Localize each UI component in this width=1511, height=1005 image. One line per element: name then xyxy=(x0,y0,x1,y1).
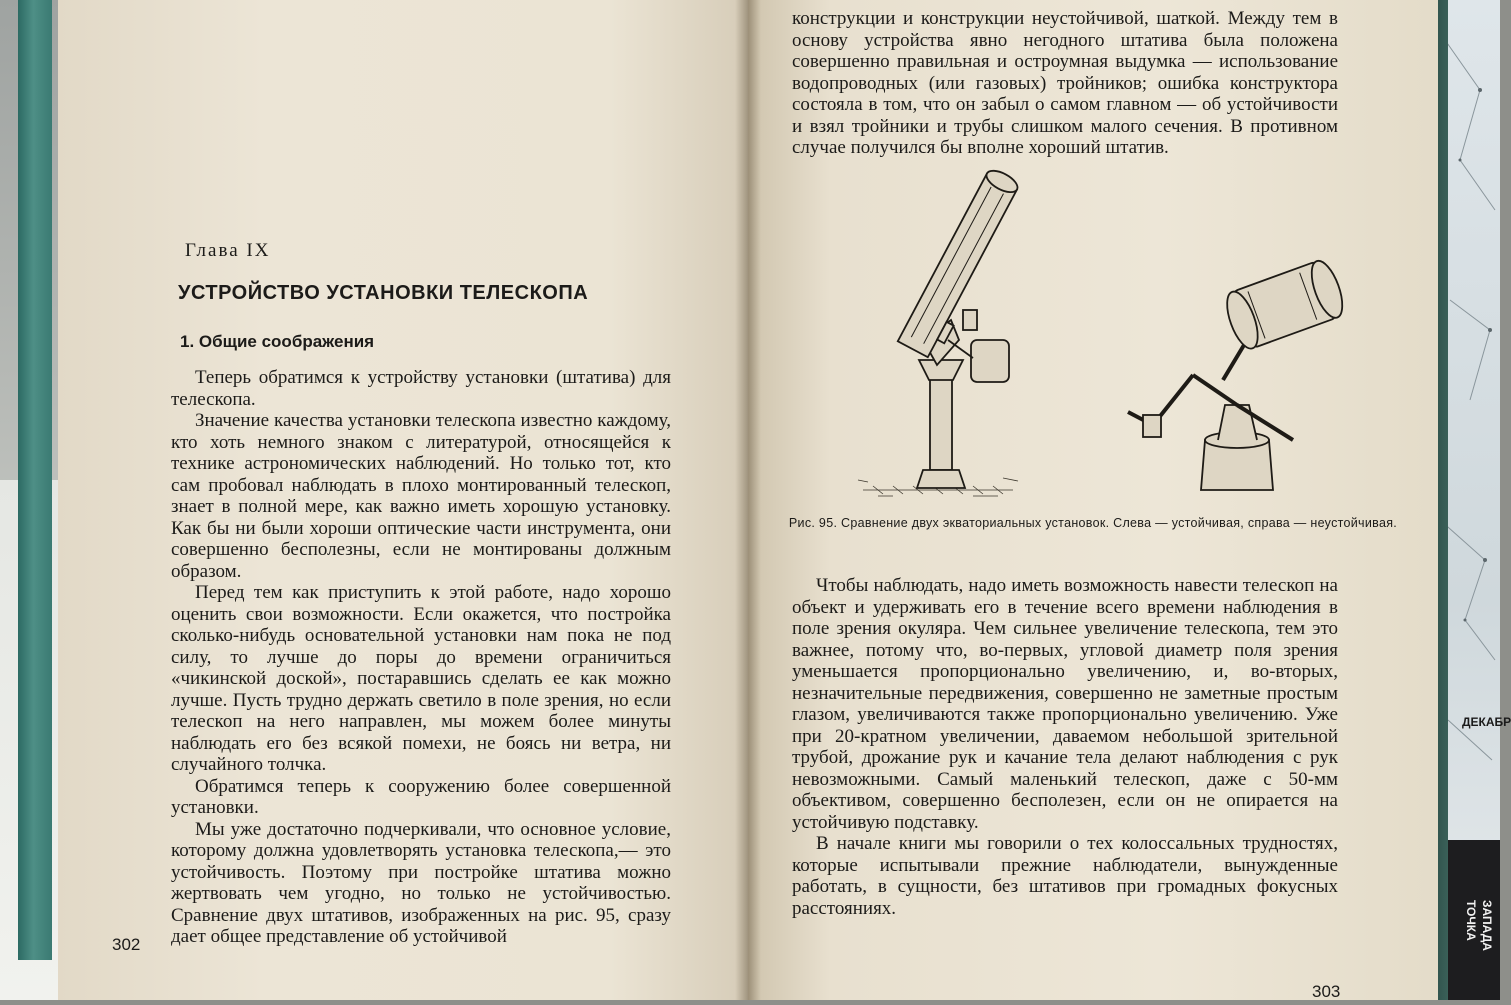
right-page-text xyxy=(792,575,1338,919)
left-page-text xyxy=(171,367,671,948)
paragraph: Мы уже достаточно подчеркивали, что основное условие, которому должна удовлетворять установка телескопа,— это устойчивость. Поэтому при постройке штатива можно жертвовать чем угодно, но только не устойчивостью. Сравнение двух штативов, изображенных на рис. 95, сразу дает общее представление об устойчивой xyxy=(171,818,671,947)
page-number-right: 303 xyxy=(1312,982,1341,1001)
section-title: 1. Общие соображения xyxy=(180,332,375,351)
figure-caption: Рис. 95. Сравнение двух экваториальных установок. Слева — устойчивая, справа — неустойчивая. xyxy=(788,516,1398,530)
paragraph: В начале книги мы говорили о тех колоссальных трудностях, которые испытывали прежние наблюдатели, вынужденные работать, в сущности, без штативов при громадных фокусных расстояниях. xyxy=(792,833,1338,919)
paragraph: Перед тем как приступить к этой работе, надо хорошо оценить свои возможности. Если окажется, что постройка сколько-нибудь основательной установки нам пока не под силу, то лучше до поры до времени ограничиться «чикинской доской», постаравшись сделать ее как можно лучше. Пусть трудно держать светило в поле зрения, но если телескоп на него направлен, мы можем более минуты наблюдать его без всякой помехи, не боясь ни ветра, ни случайного толчка. xyxy=(171,582,671,775)
stable-mount xyxy=(898,166,1028,488)
page-number-left: 302 xyxy=(112,935,141,954)
book-cover-left xyxy=(18,0,52,960)
paragraph: Теперь обратимся к устройству установки (штатива) для телескопа. xyxy=(171,367,671,410)
paragraph: Чтобы наблюдать, надо иметь возможность навести телескоп на объект и удерживать его в течение всего времени наблюдения в поле зрения окуляра. Чем сильнее увеличение телескопа, тем это важнее, потому что, во-первых, угловой диаметр поля зрения уменьшается пропорционально увеличению, и, во-вторых, незначительные передвижения, совершенно не заметные простым глазом, увеличиваются также пропорционально увеличению. Уже при 20-кратном увеличении, даваемом небольшой зрительной трубой, дрожание рук и качание тела делают наблюдения с рук невозможными. Самый маленький телескоп, даже с 50-мм объективом, совершенно бесполезен, если он не опирается на устойчивую подставку. xyxy=(792,575,1338,833)
right-page xyxy=(748,0,1438,1000)
chapter-title: УСТРОЙСТВО УСТАНОВКИ ТЕЛЕСКОПА xyxy=(178,282,589,304)
map-label-december: ДЕКАБР xyxy=(1462,715,1511,729)
right-page-top-text xyxy=(792,8,1338,159)
paragraph: Значение качества установки телескопа известно каждому, кто хоть немного знаком с литературой, относящейся к технике астрономических наблюдений. Но только тот, кто сам пробовал наблюдать в плохо монтированный телескоп, знает в полной мере, как важно иметь хорошую установку. Как бы ни были хороши оптические части инструмента, они совершенно бесполезны, если не монтированы должным образом. xyxy=(171,410,671,582)
chapter-label: Глава IX xyxy=(185,240,271,261)
paragraph: конструкции и конструкции неустойчивой, шаткой. Между тем в основу устройства явно негодного штатива была положена совершенно правильная и остроумная выдумка — использование водопроводных (или газовых) тройников; ошибка конструктора состояла в том, что он забыл о самом главном — об устойчивости и взял тройники и трубы слишком малого сечения. В противном случае получился бы вполне хороший штатив. xyxy=(792,8,1338,158)
unstable-mount xyxy=(1128,257,1349,490)
figure-telescope-mounts xyxy=(853,190,1343,510)
map-label-zapada: ЗАПАДА xyxy=(1480,900,1494,951)
paragraph: Обратимся теперь к сооружению более совершенной установки. xyxy=(171,775,671,818)
left-page xyxy=(58,0,748,1000)
map-label-tochka: ТОЧКА xyxy=(1464,900,1478,941)
book-gutter-shadow xyxy=(735,0,761,1000)
